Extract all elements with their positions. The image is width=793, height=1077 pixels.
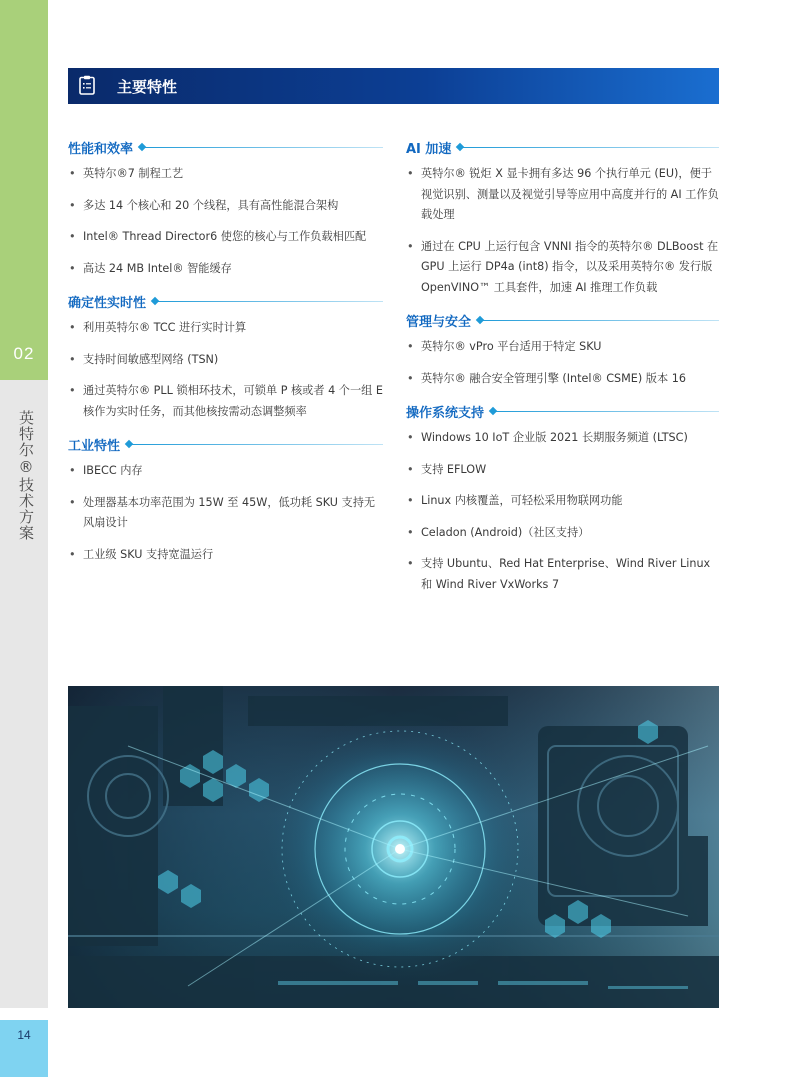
- list-item: • 英特尔® vPro 平台适用于特定 SKU: [406, 337, 719, 358]
- list-item: • 高达 24 MB Intel® 智能缓存: [68, 259, 383, 280]
- list-item: • Windows 10 IoT 企业版 2021 长期服务频道 (LTSC): [406, 428, 719, 449]
- section-divider: [481, 320, 719, 321]
- list-item: • 支持 Ubuntu、Red Hat Enterprise、Wind River Linux 和 Wind River VxWorks 7: [406, 554, 719, 595]
- section-realtime: [68, 290, 383, 422]
- section-title: 工业特性: [68, 438, 121, 454]
- section-banner: [68, 68, 719, 104]
- chapter-title: 英特尔®技术方案: [17, 410, 35, 541]
- section-title: 操作系统支持: [406, 405, 485, 421]
- list-item: • 英特尔® 锐炬 X 显卡拥有多达 96 个执行单元 (EU)，便于视觉识别、测量以及视觉引导等应用中高度并行的 AI 工作负载处理: [406, 164, 719, 226]
- section-divider: [143, 147, 383, 148]
- list-item: • Intel® Thread Director6 使您的核心与工作负载相匹配: [68, 227, 383, 248]
- list-item: • 支持 EFLOW: [406, 460, 719, 481]
- clipboard-list-icon: [79, 75, 95, 95]
- list-item: • IBECC 内存: [68, 461, 383, 482]
- list-item: • 多达 14 个核心和 20 个线程，具有高性能混合架构: [68, 196, 383, 217]
- hero-image: [68, 686, 719, 1008]
- section-title: 管理与安全: [406, 314, 472, 330]
- section-management: [406, 309, 719, 389]
- page-number: 14: [17, 1028, 31, 1042]
- section-industrial: [68, 433, 383, 565]
- list-item: • Linux 内核覆盖，可轻松采用物联网功能: [406, 491, 719, 512]
- banner-title: 主要特性: [117, 78, 178, 96]
- section-divider: [130, 444, 383, 445]
- left-column: [68, 136, 383, 576]
- section-divider: [156, 301, 383, 302]
- section-title: 确定性实时性: [68, 295, 147, 311]
- list-item: • 处理器基本功率范围为 15W 至 45W，低功耗 SKU 支持无风扇设计: [68, 493, 383, 534]
- list-item: • 英特尔® 融合安全管理引擎 (Intel® CSME) 版本 16: [406, 369, 719, 390]
- section-title: 性能和效率: [68, 141, 134, 157]
- list-item: • 英特尔®7 制程工艺: [68, 164, 383, 185]
- section-ai: [406, 136, 719, 298]
- section-divider: [461, 147, 719, 148]
- section-os: [406, 400, 719, 595]
- list-item: • 利用英特尔® TCC 进行实时计算: [68, 318, 383, 339]
- list-item: • 工业级 SKU 支持宽温运行: [68, 545, 383, 566]
- chapter-number: 02: [13, 344, 35, 363]
- list-item: • 通过在 CPU 上运行包含 VNNI 指令的英特尔® DLBoost 在 GPU 上运行 DP4a (int8) 指令，以及采用英特尔® 发行版 OpenVINO™ 工具套件，加速 AI 推理工作负载: [406, 237, 719, 299]
- tech-illustration: [68, 686, 719, 1008]
- list-item: • Celadon (Android)（社区支持）: [406, 523, 719, 544]
- list-item: • 支持时间敏感型网络 (TSN): [68, 350, 383, 371]
- section-performance: [68, 136, 383, 279]
- section-divider: [494, 411, 719, 412]
- list-item: • 通过英特尔® PLL 锁相环技术，可锁单 P 核或者 4 个一组 E 核作为实时任务，而其他核按需动态调整频率: [68, 381, 383, 422]
- right-column: [406, 136, 719, 606]
- sidebar-accent-top: [0, 0, 48, 380]
- section-title: AI 加速: [406, 141, 452, 157]
